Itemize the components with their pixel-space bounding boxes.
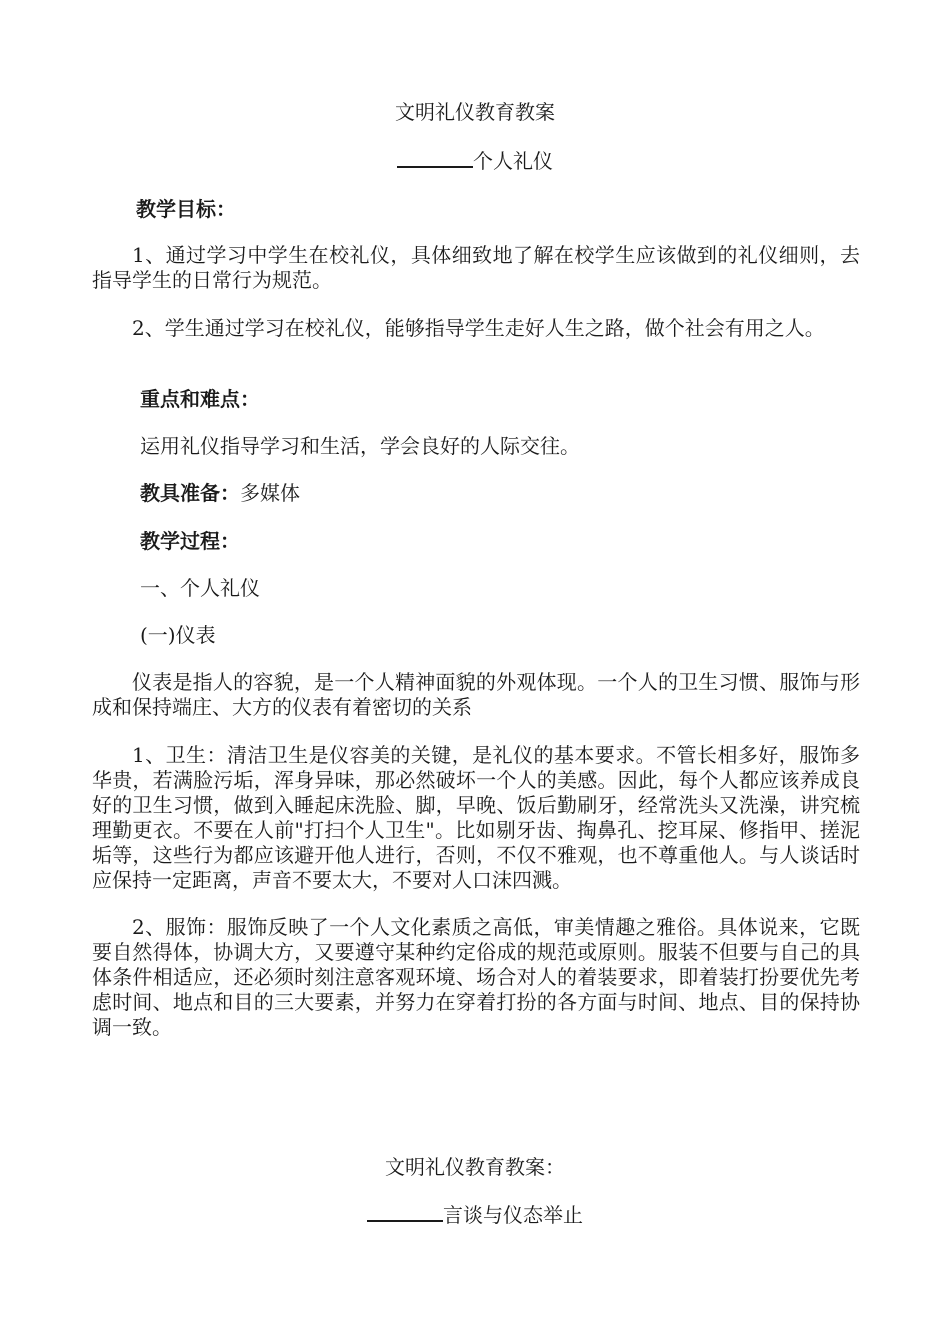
section-2-subtitle-row: [0, 1202, 950, 1227]
clothing-paragraph: 2、服饰：服饰反映了一个人文化素质之高低，审美情趣之雅俗。具体说来，它既要自然得体，协调大方，又要遵守某种约定俗成的规范或原则。服装不但要与自己的具体条件相适应，还必须时刻注意客观环境、场合对人的着装要求，即着装打扮要优先考虑时间、地点和目的三大要素，并努力在穿着打扮的各方面与时间、地点、目的保持协调一致。: [92, 915, 860, 1039]
tools-text: 多媒体: [240, 481, 300, 505]
part-1-heading: 一、个人礼仪: [140, 576, 260, 600]
fill-blank: [367, 1202, 443, 1222]
section-2-title: 文明礼仪教育教案：: [385, 1155, 565, 1179]
section-2-subtitle: 言谈与仪态举止: [443, 1203, 583, 1227]
doc-title: 文明礼仪教育教案: [395, 100, 555, 124]
key-points-text: 运用礼仪指导学习和生活，学会良好的人际交往。: [140, 434, 580, 458]
fill-blank: [397, 148, 473, 168]
goal-1: 1、通过学习中学生在校礼仪，具体细致地了解在校学生应该做到的礼仪细则，去指导学生的日常行为规范。: [92, 243, 860, 292]
hygiene-paragraph: 1、卫生：清洁卫生是仪容美的关键，是礼仪的基本要求。不管长相多好，服饰多华贵，若满脸污垢，浑身异味，那必然破坏一个人的美感。因此，每个人都应该养成良好的卫生习惯，做到入睡起床洗脸、脚，早晚、饭后勤刷牙，经常洗头又洗澡，讲究梳理勤更衣。不要在人前"打扫个人卫生"。比如剔牙齿、掏鼻孔、挖耳屎、修指甲、搓泥垢等，这些行为都应该避开他人进行，否则，不仅不雅观，也不尊重他人。与人谈话时应保持一定距离，声音不要太大，不要对人口沫四溅。: [92, 743, 860, 892]
doc-subtitle: 个人礼仪: [473, 149, 553, 173]
goals-heading: 教学目标：: [136, 197, 236, 221]
key-points-heading: 重点和难点：: [140, 387, 260, 411]
goal-2: 2、学生通过学习在校礼仪，能够指导学生走好人生之路，做个社会有用之人。: [132, 316, 825, 340]
tools-row: [140, 481, 300, 505]
doc-subtitle-row: [0, 148, 950, 173]
process-heading: 教学过程：: [140, 529, 240, 553]
part-1-subheading: (一)仪表: [140, 623, 216, 647]
tools-heading: 教具准备：: [140, 481, 240, 505]
appearance-intro: 仪表是指人的容貌，是一个人精神面貌的外观体现。一个人的卫生习惯、服饰与形成和保持端庄、大方的仪表有着密切的关系: [92, 670, 860, 719]
